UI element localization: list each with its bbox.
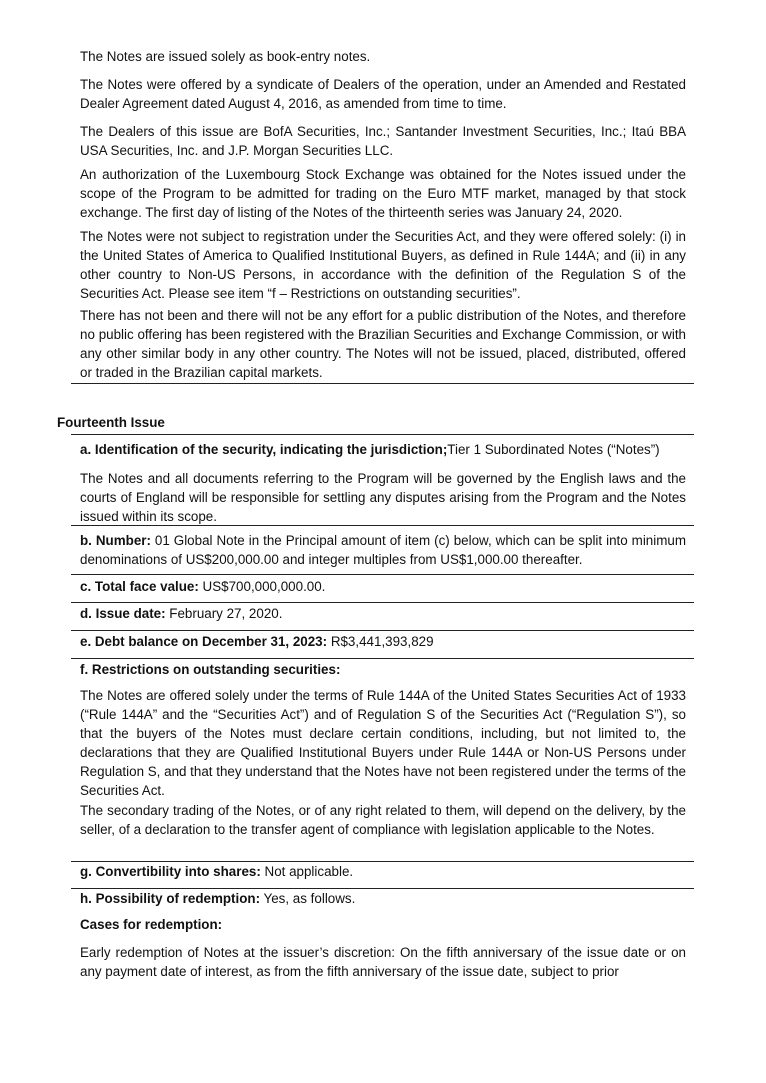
divider <box>71 574 694 575</box>
intro-paragraph-3: The Dealers of this issue are BofA Securities, Inc.; Santander Investment Securities, Inc.; Itaú BBA USA Securities, Inc. and J.P. Morgan Securities LLC. <box>80 124 686 158</box>
item-c-label: c. Total face value: <box>80 579 199 594</box>
item-d <box>80 604 686 623</box>
intro-paragraph-5: The Notes were not subject to registration under the Securities Act, and they were offered solely: (i) in the United States of America to Qualified Institutional Buyers, as defined in Rule 144A; and (ii) in any other country to Non-US Persons, in accordance with the definition of the Regulation S of the Securities Act. Please see item “f – Restrictions on outstanding securities”. <box>80 229 686 301</box>
item-b-label: b. Number: <box>80 533 151 548</box>
item-f-label: f. Restrictions on outstanding securities: <box>80 662 341 677</box>
item-d-value: February 27, 2020. <box>165 606 283 621</box>
divider <box>71 630 694 631</box>
item-g-value: Not applicable. <box>260 864 354 879</box>
item-g <box>80 862 686 881</box>
item-d-label: d. Issue date: <box>80 606 166 621</box>
item-a <box>80 440 686 459</box>
item-h-value: Yes, as follows. <box>260 891 356 906</box>
item-f <box>80 660 686 679</box>
cases-heading <box>80 915 686 934</box>
item-b <box>80 531 686 569</box>
section-title: Fourteenth Issue <box>57 415 165 430</box>
cases-text: Early redemption of Notes at the issuer’s discretion: On the fifth anniversary of the issue date or on any payment date of interest, as from the fifth anniversary of the issue date, subject to prior <box>80 945 686 979</box>
cases-label: Cases for redemption: <box>80 917 223 932</box>
divider <box>71 434 694 435</box>
item-f-text-2: The secondary trading of the Notes, or of any right related to them, will depend on the delivery, by the seller, of a declaration to the transfer agent of compliance with legislation applicable to the Notes. <box>80 803 686 837</box>
divider <box>71 525 694 526</box>
item-b-value: 01 Global Note in the Principal amount of item (c) below, which can be split into minimum denominations of US$200,000.00 and integer multiples from US$1,000.00 thereafter. <box>80 533 686 567</box>
item-a-value: Tier 1 Subordinated Notes (“Notes”) <box>447 442 660 457</box>
divider <box>71 383 694 384</box>
item-g-label: g. Convertibility into shares: <box>80 864 261 879</box>
intro-paragraph-1: The Notes are issued solely as book-entry notes. <box>80 49 371 64</box>
intro-paragraph-4: An authorization of the Luxembourg Stock Exchange was obtained for the Notes issued under the scope of the Program to be admitted for trading on the Euro MTF market, managed by that stock exchange. The first day of listing of the Notes of the thirteenth series was January 24, 2020. <box>80 167 686 220</box>
intro-paragraph-2: The Notes were offered by a syndicate of Dealers of the operation, under an Amended and Restated Dealer Agreement dated August 4, 2016, as amended from time to time. <box>80 77 686 111</box>
item-h <box>80 889 686 908</box>
divider <box>71 602 694 603</box>
divider <box>71 658 694 659</box>
item-c <box>80 577 686 596</box>
item-a-text: The Notes and all documents referring to the Program will be governed by the English laws and the courts of England will be responsible for settling any disputes arising from the Program and the Notes issued within its scope. <box>80 471 686 524</box>
item-f-text-1: The Notes are offered solely under the terms of Rule 144A of the United States Securities Act of 1933 (“Rule 144A” and the “Securities Act”) and of Regulation S of the Securities Act (“Regulation S”), so that the buyers of the Notes must declare certain conditions, including, but not limited to, the declarations that they are Qualified Institutional Buyers under Rule 144A or Non-US Persons under Regulation S, and that they understand that the Notes have not been registered under the terms of the Securities Act. <box>80 688 686 798</box>
item-h-label: h. Possibility of redemption: <box>80 891 261 906</box>
item-e-value: R$3,441,393,829 <box>327 634 434 649</box>
item-e-label: e. Debt balance on December 31, 2023: <box>80 634 328 649</box>
item-a-label: a. Identification of the security, indicating the jurisdiction; <box>80 442 448 457</box>
intro-paragraph-6: There has not been and there will not be any effort for a public distribution of the Notes, and therefore no public offering has been registered with the Brazilian Securities and Exchange Commission, or with any other similar body in any other country. The Notes will not be issued, placed, distributed, offered or traded in the Brazilian capital markets. <box>80 308 686 380</box>
item-c-value: US$700,000,000.00. <box>198 579 326 594</box>
item-e <box>80 632 686 651</box>
